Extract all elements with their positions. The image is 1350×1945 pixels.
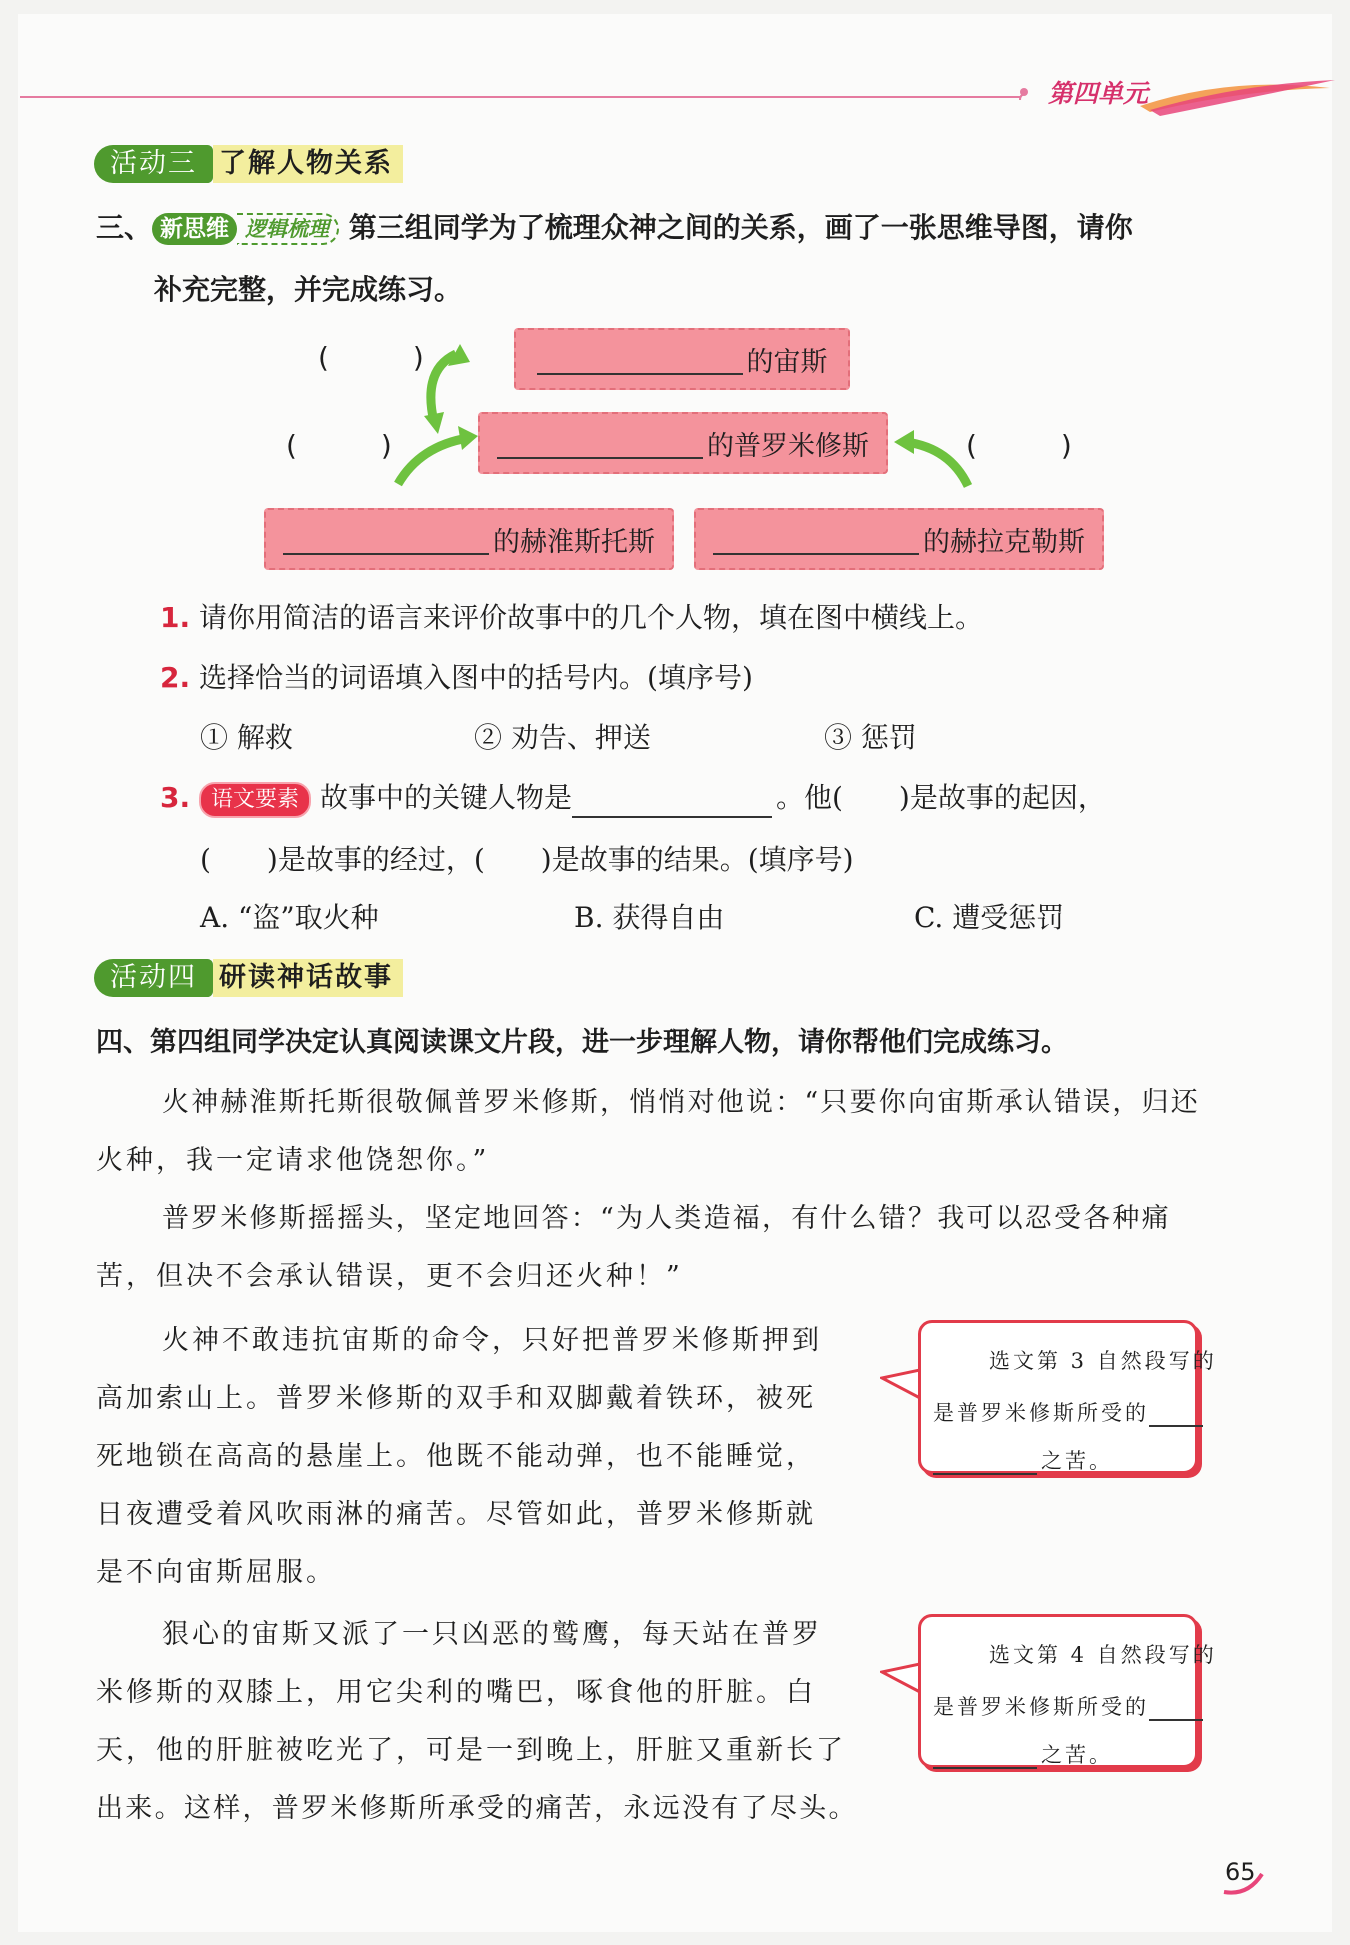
- question-4-prompt: 四、第四组同学决定认真阅读课文片段，进一步理解人物，请你帮他们完成练习。: [96, 1027, 1068, 1058]
- question-3-number: 三、: [96, 211, 153, 244]
- answer-blank[interactable]: [537, 343, 743, 375]
- mindmap-box-zeus: [514, 328, 850, 390]
- note-1-line-3: [933, 1445, 1113, 1475]
- exercise-3-text-b: 。他( )是故事的起因，: [775, 781, 1106, 814]
- answer-blank[interactable]: [497, 427, 703, 459]
- passage-p2-line-1: 普罗米修斯摇摇头，坚定地回答：“为人类造福，有什么错？我可以忍受各种痛: [162, 1203, 1171, 1234]
- choice-b: B. 获得自由: [574, 901, 725, 934]
- side-note-paragraph-3: [918, 1320, 1217, 1474]
- prometheus-label: 的普罗米修斯: [707, 430, 869, 462]
- chinese-element-tag: 语文要素: [199, 782, 311, 818]
- mindmap-box-prometheus: [478, 412, 888, 474]
- exercise-2-text: 选择恰当的词语填入图中的括号内。(填序号): [199, 661, 753, 694]
- paren-blank-heracles[interactable]: ( ): [966, 429, 1072, 462]
- option-3: ③ 惩罚: [824, 721, 917, 754]
- paren-blank-hephaestus[interactable]: ( ): [286, 429, 392, 462]
- note-1-pointer: [880, 1360, 920, 1410]
- activity-3-title: 了解人物关系: [213, 145, 403, 183]
- answer-blank[interactable]: [713, 523, 919, 555]
- passage-p4-line-3: 天，他的肝脏被吃光了，可是一到晚上，肝脏又重新长了: [96, 1735, 846, 1766]
- logic-tag: 逻辑梳理: [237, 213, 339, 245]
- activity-4-title: 研读神话故事: [213, 959, 403, 997]
- exercise-3-line-1: [160, 776, 1106, 818]
- exercise-2-number: 2.: [160, 661, 191, 694]
- note-1-line-2-text: 是普罗米修斯所受的: [933, 1401, 1149, 1425]
- note-2-blank-b[interactable]: [933, 1743, 1037, 1769]
- exercise-1: [160, 596, 983, 636]
- exercise-3-text-a: 故事中的关键人物是: [319, 781, 572, 814]
- activity-3-badge: 活动三: [94, 145, 213, 183]
- option-1: ① 解救: [200, 721, 293, 754]
- activity-4-label: [94, 958, 403, 998]
- mindmap-box-heracles: [694, 508, 1104, 570]
- new-thinking-tag: 新思维: [152, 213, 237, 245]
- choice-c: C. 遭受惩罚: [914, 901, 1065, 934]
- note-2-line-1: 选文第 4 自然段写的: [989, 1643, 1217, 1667]
- passage-p1-line-2: 火种，我一定请求他饶恕你。”: [96, 1145, 490, 1176]
- passage-p3-line-3: 死地锁在高高的悬崖上。他既不能动弹，也不能睡觉，: [96, 1441, 816, 1472]
- exercise-2: [160, 656, 753, 696]
- unit-title: 第四单元: [1048, 79, 1149, 108]
- heracles-label: 的赫拉克勒斯: [923, 526, 1085, 558]
- passage-p3-line-5: 是不向宙斯屈服。: [96, 1557, 336, 1588]
- question-3-line-1: [96, 206, 1133, 246]
- choice-a: A. “盗”取火种: [200, 901, 379, 934]
- exercise-1-text: 请你用简洁的语言来评价故事中的几个人物，填在图中横线上。: [199, 601, 984, 634]
- option-2: ② 劝告、押送: [474, 721, 651, 754]
- passage-p4-line-1: 狠心的宙斯又派了一只凶恶的鹫鹰，每天站在普罗: [162, 1619, 822, 1650]
- note-1-line-1: 选文第 3 自然段写的: [989, 1349, 1217, 1373]
- note-1-blank-b[interactable]: [933, 1449, 1037, 1475]
- note-1-blank-a[interactable]: [1149, 1401, 1203, 1427]
- note-1-line-3-text: 之苦。: [1041, 1449, 1113, 1473]
- page-number: 65: [1225, 1858, 1256, 1886]
- header-rule: [20, 96, 1020, 98]
- activity-3-label: [94, 144, 403, 184]
- key-character-blank[interactable]: [572, 788, 772, 818]
- paren-blank-zeus[interactable]: ( ): [318, 341, 424, 374]
- exercise-3-number: 3.: [160, 781, 191, 814]
- hephaestus-label: 的赫淮斯托斯: [493, 526, 655, 558]
- answer-blank[interactable]: [283, 523, 489, 555]
- note-2-pointer: [880, 1654, 920, 1704]
- question-3-prompt: 第三组同学为了梳理众神之间的关系，画了一张思维导图，请你: [348, 211, 1133, 244]
- passage-p2-line-2: 苦，但决不会承认错误，更不会归还火种！”: [96, 1261, 683, 1292]
- exercise-3-line-2: ( )是故事的经过，( )是故事的结果。(填序号): [200, 843, 854, 876]
- note-2-line-3-text: 之苦。: [1041, 1743, 1113, 1767]
- passage-p1-line-1: 火神赫淮斯托斯很敬佩普罗米修斯，悄悄对他说：“只要你向宙斯承认错误，归还: [162, 1087, 1201, 1118]
- note-2-line-2: [933, 1691, 1207, 1721]
- passage-p3-line-1: 火神不敢违抗宙斯的命令，只好把普罗米修斯押到: [162, 1325, 822, 1356]
- exercise-1-number: 1.: [160, 601, 191, 634]
- note-2-line-3: [933, 1739, 1113, 1769]
- passage-p4-line-4: 出来。这样，普罗米修斯所承受的痛苦，永远没有了尽头。: [96, 1793, 858, 1824]
- side-note-paragraph-4: [918, 1614, 1217, 1768]
- passage-p3-line-4: 日夜遭受着风吹雨淋的痛苦。尽管如此，普罗米修斯就: [96, 1499, 816, 1530]
- zeus-label: 的宙斯: [746, 346, 828, 378]
- note-1-line-2: [933, 1397, 1207, 1427]
- passage-p4-line-2: 米修斯的双膝上，用它尖利的嘴巴，啄食他的肝脏。白: [96, 1677, 816, 1708]
- mindmap-arrow-right: [888, 420, 978, 500]
- note-2-line-2-text: 是普罗米修斯所受的: [933, 1695, 1149, 1719]
- question-3-line-2: 补充完整，并完成练习。: [154, 273, 463, 306]
- note-2-blank-a[interactable]: [1149, 1695, 1203, 1721]
- mindmap-arrows-left: [380, 330, 500, 500]
- activity-4-badge: 活动四: [94, 959, 213, 997]
- passage-p3-line-2: 高加索山上。普罗米修斯的双手和双脚戴着铁环，被死: [96, 1383, 816, 1414]
- mindmap-box-hephaestus: [264, 508, 674, 570]
